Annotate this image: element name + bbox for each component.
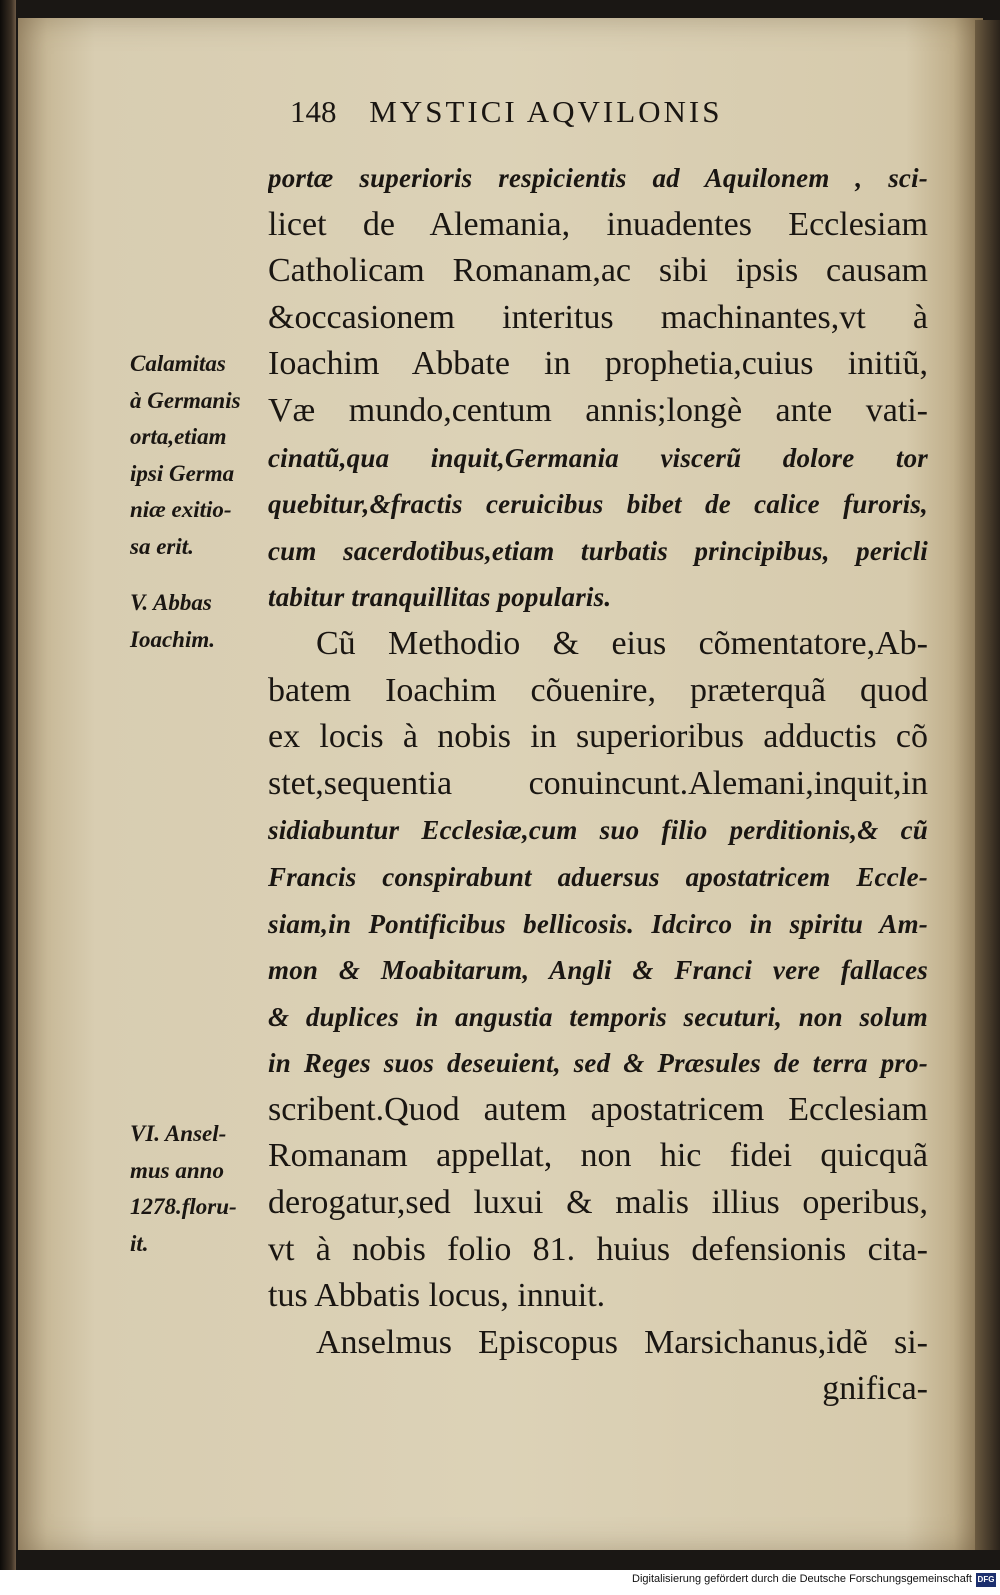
marginal-note-anselmus <box>130 1116 270 1262</box>
text-line: Catholicam Romanam,ac sibi ipsis causam <box>268 252 928 290</box>
text-line: portæ superioris respicientis ad Aquilonem , sci- <box>268 163 928 193</box>
text-line: mon & Moabitarum, Angli & Franci vere fallaces <box>268 955 928 986</box>
margin-line: V. Abbas <box>130 590 212 615</box>
text-line: Væ mundo,centum annis;longè ante vati- <box>268 391 928 429</box>
text-line: stet,sequentia conuincunt.Alemani,inquit,in <box>268 764 928 802</box>
margin-line: orta,etiam <box>130 424 227 450</box>
text-line: Ioachim Abbate in prophetia,cuius initiũ, <box>268 345 928 383</box>
margin-line: Ioachim. <box>130 626 215 652</box>
text-line: derogatur,sed luxui & malis illius operibus, <box>268 1184 928 1222</box>
marginal-note-abbas <box>130 585 270 658</box>
text-line: Cũ Methodio & eius cõmentatore,Ab- <box>316 624 928 662</box>
text-line: tabitur tranquillitas popularis. <box>268 582 612 613</box>
page-edge <box>975 20 1000 1550</box>
margin-line: VI. Ansel- <box>130 1121 227 1146</box>
margin-line: ipsi Germa <box>130 460 235 486</box>
marginal-note-calamitas <box>130 346 270 566</box>
text-line: Francis conspirabunt aduersus apostatricem Eccle- <box>268 861 928 892</box>
text-line: sidiabuntur Ecclesiæ,cum suo filio perditionis,& cũ <box>268 815 928 846</box>
margin-line: it. <box>130 1230 149 1256</box>
text-line: cinatũ,qua inquit,Germania viscerũ dolore tor <box>268 442 928 473</box>
page-number: 148 <box>290 94 337 129</box>
margin-line: 1278.floru- <box>130 1194 237 1220</box>
text-line: &occasionem interitus machinantes,vt à <box>268 298 928 336</box>
running-header <box>290 94 723 130</box>
funding-credit: Digitalisierung gefördert durch die Deutsche Forschungsgemeinschaft <box>632 1573 972 1585</box>
margin-line: Calamitas <box>130 351 226 376</box>
text-line: quebitur,&fractis ceruicibus bibet de calice furoris, <box>268 489 928 520</box>
text-line: Romanam appellat, non hic fidei quicquã <box>268 1137 928 1175</box>
running-title: MYSTICI AQVILONIS <box>369 94 723 129</box>
text-line: siam,in Pontificibus bellicosis. Idcirco in spiritu Am- <box>268 908 928 939</box>
text-line: scribent.Quod autem apostatricem Ecclesiam <box>268 1090 928 1128</box>
margin-line: sa erit. <box>130 533 194 559</box>
book-spine <box>0 0 16 1570</box>
text-line: ex locis à nobis in superioribus adductis cõ <box>268 718 928 756</box>
text-line: & duplices in angustia temporis secuturi, non solum <box>268 1001 928 1032</box>
text-line: cum sacerdotibus,etiam turbatis principibus, pericli <box>268 535 928 566</box>
dfg-logo-icon: DFG <box>976 1573 996 1587</box>
margin-line: mus anno <box>130 1157 224 1183</box>
margin-line: niæ exitio- <box>130 497 232 523</box>
text-line: in Reges suos deseuient, sed & Præsules de terra pro- <box>268 1048 928 1079</box>
text-line: tus Abbatis locus, innuit. <box>268 1277 606 1315</box>
text-line: Anselmus Episcopus Marsichanus,idẽ si- <box>316 1323 928 1361</box>
text-line: vt à nobis folio 81. huius defensionis cita- <box>268 1230 928 1268</box>
catchword: gnifica- <box>822 1370 928 1408</box>
margin-line: à Germanis <box>130 387 241 413</box>
main-text-block <box>268 155 928 1413</box>
text-line: batem Ioachim cõuenire, præterquã quod <box>268 671 928 709</box>
text-line: licet de Alemania, inuadentes Ecclesiam <box>268 205 928 243</box>
